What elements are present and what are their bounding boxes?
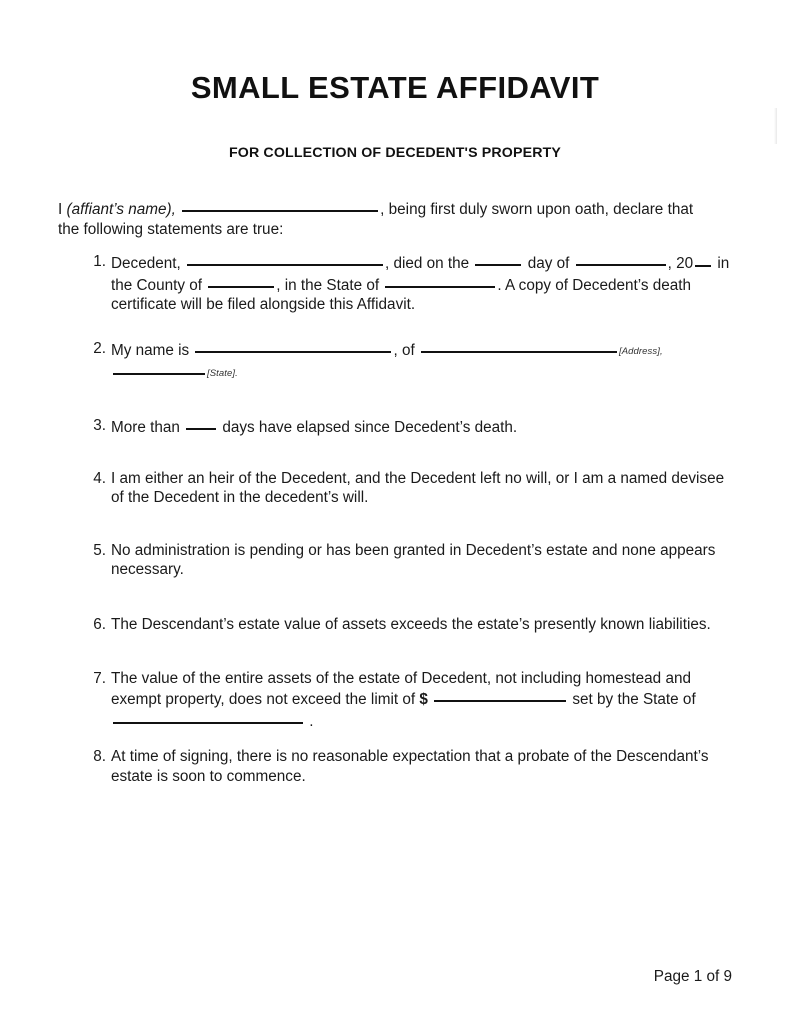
list-item-7 [58, 669, 738, 732]
page-number-label: Page 1 of 9 [653, 968, 732, 985]
document-subtitle: FOR COLLECTION OF DECEDENT'S PROPERTY [228, 145, 562, 161]
estate-limit-blank[interactable] [434, 688, 566, 702]
intro-paragraph [58, 198, 718, 239]
spacer [58, 580, 738, 615]
item7-seg2: set by the State of [572, 691, 696, 709]
item2-seg2: , of [393, 341, 415, 359]
affiant-name-label: (affiant’s name), [66, 201, 176, 218]
item1-seg1: Decedent, [111, 255, 181, 272]
item1-seg2: , died on the [384, 255, 470, 272]
state-blank[interactable] [385, 274, 495, 288]
list-item-2-number: 2. [93, 339, 106, 357]
document-title: SMALL ESTATE AFFIDAVIT [190, 70, 600, 105]
list-item-4 [58, 469, 738, 508]
spacer [58, 635, 738, 669]
address-annotation: [Address], [618, 345, 663, 357]
county-blank[interactable] [208, 274, 274, 288]
list-item-4-text: I am either an heir of the Decedent, and the Decedent left no will, or I am a named devisee of the Decedent in the decedent’s will. [111, 469, 725, 507]
list-item-1-text [111, 252, 738, 315]
list-item-8-number: 8. [93, 748, 106, 766]
item7-seg1: The value of the entire assets of the estate of Decedent, not including homestead and exempt property, does not exceed the limit of [111, 669, 691, 709]
affiant-state-blank[interactable] [113, 361, 205, 375]
intro-lead-text: I [58, 201, 67, 218]
list-item-4-number: 4. [93, 469, 106, 487]
list-item-5-number: 5. [93, 541, 106, 559]
spacer [58, 731, 738, 747]
list-item-6 [58, 615, 738, 635]
item1-seg3: day of [527, 255, 570, 272]
death-day-blank[interactable] [475, 252, 521, 266]
elapsed-days-blank[interactable] [186, 416, 216, 430]
list-item-5 [58, 541, 738, 580]
spacer [58, 315, 738, 339]
list-item-8-text: At time of signing, there is no reasonable expectation that a probate of the Descendant’s estate is soon to commence. [111, 748, 709, 785]
list-item-3-number: 3. [93, 416, 106, 434]
list-item-7-number: 7. [93, 669, 106, 687]
item1-seg5: in the County of [111, 255, 730, 294]
affiant-address-blank[interactable] [421, 339, 617, 353]
list-item-3 [58, 416, 738, 438]
decedent-name-blank[interactable] [187, 252, 383, 266]
list-item-5-text: No administration is pending or has been granted in Decedent’s estate and none appears necessary. [111, 541, 716, 579]
list-item-6-number: 6. [93, 615, 106, 633]
spacer [58, 508, 738, 541]
currency-symbol: $ [419, 691, 428, 709]
list-item-3-text [111, 416, 738, 438]
page-edge-shadow [774, 108, 777, 144]
item1-seg7: . A copy of Decedent’s death certificate will be filed alongside this Affidavit. [111, 276, 692, 314]
list-item-2-text [111, 339, 738, 384]
affiant-name-blank[interactable] [182, 198, 378, 212]
list-item-1-number: 1. [93, 253, 106, 270]
death-year-blank[interactable] [695, 253, 711, 267]
item7-seg3: . [309, 712, 314, 730]
item3-seg1: More than [111, 418, 180, 436]
list-item-2 [58, 339, 738, 384]
death-month-blank[interactable] [576, 252, 666, 266]
list-item-8 [58, 747, 738, 786]
limit-state-blank[interactable] [113, 710, 303, 724]
item3-seg2: days have elapsed since Decedent’s death. [222, 418, 518, 436]
list-item-6-text: The Descendant’s estate value of assets exceeds the estate’s presently known liabilities. [111, 615, 711, 633]
spacer [58, 384, 738, 416]
list-item-1 [58, 252, 738, 315]
item1-seg6: , in the State of [276, 276, 380, 294]
affiant-fullname-blank[interactable] [195, 339, 391, 353]
statements-list [58, 252, 738, 787]
intro-trailing-text: , being first duly sworn upon oath, declare that the following statements are true: [58, 201, 694, 238]
item1-seg4: , 20 [667, 255, 694, 272]
state-annotation: [State]. [207, 368, 238, 380]
list-item-7-text [111, 669, 738, 732]
item2-seg1: My name is [111, 341, 190, 359]
spacer [58, 438, 738, 469]
page-footer [0, 968, 790, 986]
